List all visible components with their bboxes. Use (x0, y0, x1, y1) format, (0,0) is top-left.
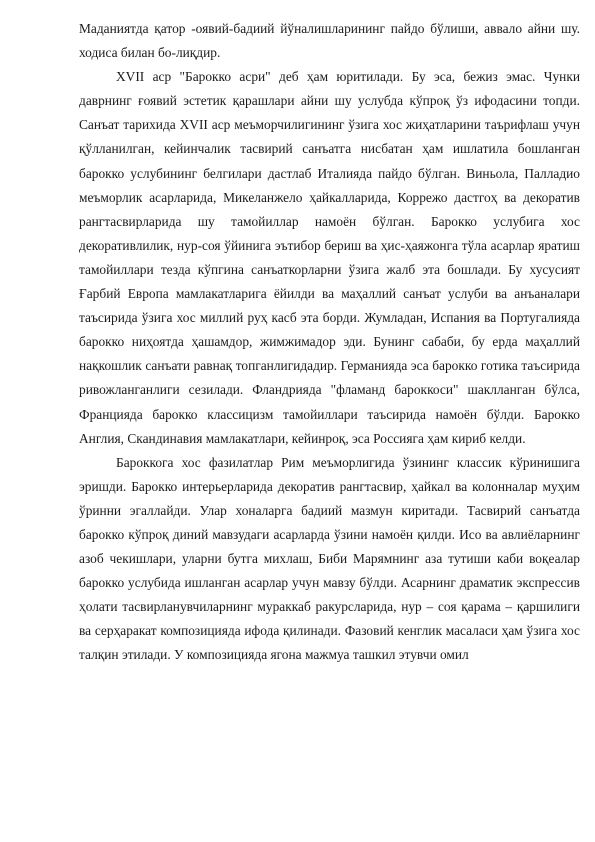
document-body (79, 17, 580, 668)
paragraph-baroque-features: Бароккога хос фазилатлар Рим меъморлигида ўзининг классик кўринишига эришди. Барокко интерьерларида декоратив рангтасвир, ҳайкал ва колонналар муҳим ўринни эгаллайди. Улар хоналарга бадиий мазмун киритади. Тасвирий санъатда барокко кўпроқ диний мавзудаги асарларда ўзини намоён қилди. Исо ва авлиёларнинг азоб чекишлари, уларни бутга михлаш, Биби Марямнинг аза тутиши каби воқеалар барокко услубида ишланган асарлар учун мавзу бўлди. Асарнинг драматик экспрессив ҳолати тасвирланувчиларнинг мураккаб ракурсларида, нур – соя қарама – қаршилиги ва серҳаракат композицияда ифода қилинади. Фазовий кенглик масаласи ҳам ўзига хос талқин этилади. У композицияда ягона мажмуа ташкил этувчи омил (79, 454, 580, 663)
paragraph-baroque-origins: XVII аср "Барокко асри" деб ҳам юритилади. Бу эса, бежиз эмас. Чунки даврнинг ғоявий эстетик қарашлари айни шу услубда кўпроқ ўз ифодасини топди. Санъат тарихида XVII аср меъморчилигининг ўзига хос жиҳатларини таърифлаш учун қўлланилган, кейинчалик тасвирий санъатга нисбатан ҳам ишлатила бошланган барокко услубининг белгилари дастлаб Италияда пайдо бўлган. Виньола, Палладио меъморлик асарларида, Микеланжело ҳайкалларида, Корреж​о дастгоҳ ва декоратив рангтасвирларида шу тамойиллар намоён бўлган. Барокко услубига хос декоративлилик, нур-соя ўйинига эътибор бериш ва ҳис-ҳаяжонга тўла асарлар яратиш тамойиллари тезда кўпгина санъаткорларни ўзига жалб эта бошлади. Бу хусусият Ғарбий Европа мамлакатларига ёйилди ва маҳаллий санъат услуби ва анъаналари таъсирида ўзига хос миллий руҳ касб эта борди. Жумладан, Испания ва Португалияда барокко ниҳоятда ҳашамдор, жимжимадор эди. Бунинг сабаби, бу ерда маҳаллий нақкошлик санъати равнақ топганлигидадир. Германияда эса барокко готика таъсирида ривожланганлиги сезилади. Фландрияда "фламанд бароккоси" шаклланган бўлса, Францияда барокко классицизм тамойиллари таъсирида намоён бўлди. Барокко Англия, Скандинавия мамлакатлари, кейинроқ, эса Россияга ҳам кириб келди. (79, 69, 580, 446)
paragraph-intro: Маданиятда қатор -оявий-бадиий йўналишларининг пайдо бўлиши, аввало айни шу. ходиса билан бо-лиқдир. (79, 21, 580, 61)
